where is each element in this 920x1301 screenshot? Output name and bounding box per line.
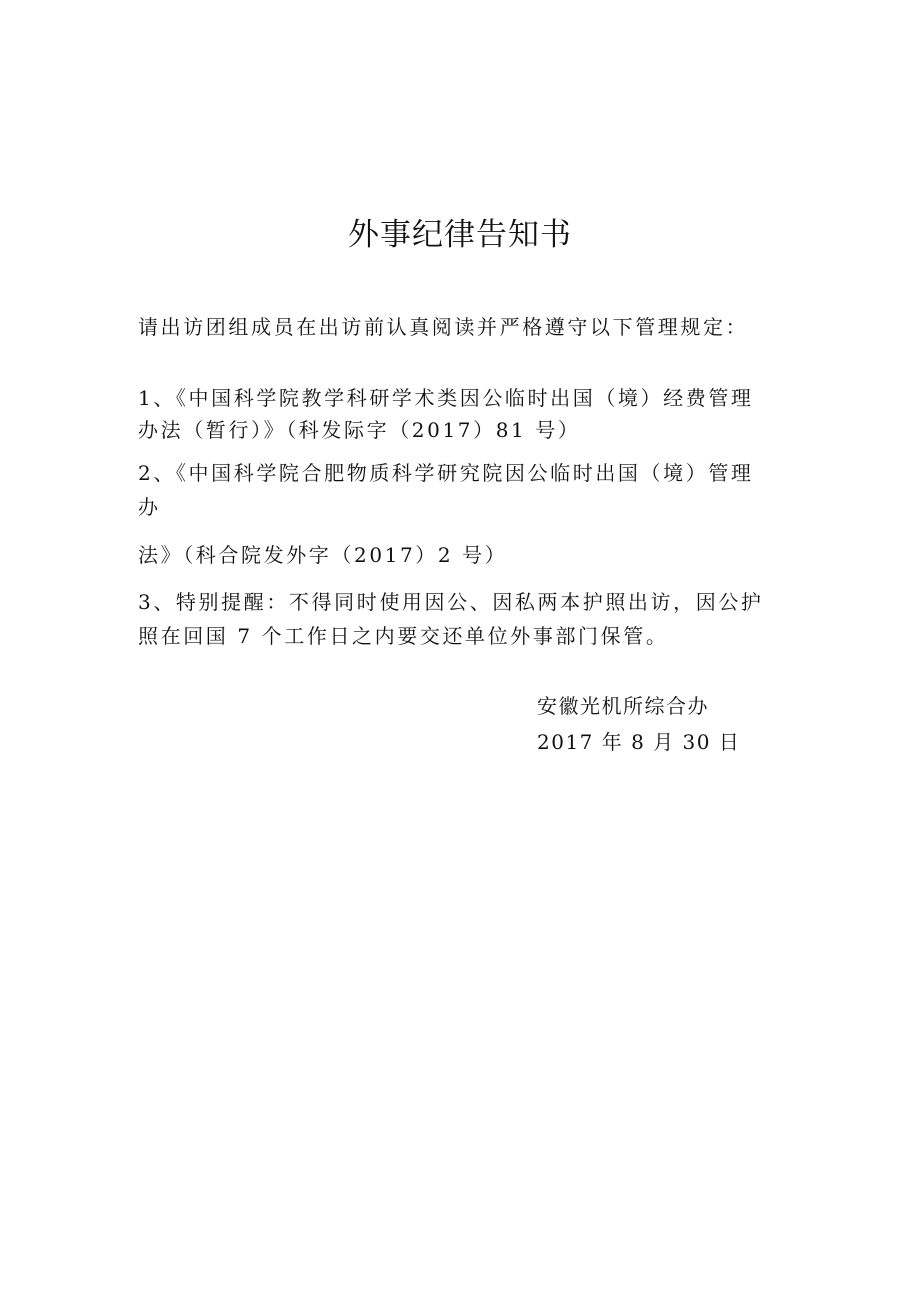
item-1-line-1: 1、《中国科学院教学科研学术类因公临时出国（境）经费管理 <box>138 386 754 410</box>
signature-organization: 安徽光机所综合办 <box>537 694 709 718</box>
item-2-line-3: 法》（科合院发外字（2017）2 号） <box>138 543 508 567</box>
item-3-line-1: 3、特别提醒：不得同时使用因公、因私两本护照出访，因公护 <box>138 590 764 614</box>
item-2-line-1: 2、《中国科学院合肥物质科学研究院因公临时出国（境）管理 <box>138 461 754 485</box>
document-title: 外事纪律告知书 <box>348 217 572 253</box>
item-1-line-2: 办法（暂行）》（科发际字（2017）81 号） <box>138 418 581 442</box>
item-2-line-2: 办 <box>138 495 161 519</box>
intro-paragraph: 请出访团组成员在出访前认真阅读并严格遵守以下管理规定： <box>138 315 749 339</box>
item-3-line-2: 照在回国 7 个工作日之内要交还单位外事部门保管。 <box>138 624 669 648</box>
signature-date: 2017 年 8 月 30 日 <box>537 730 741 754</box>
